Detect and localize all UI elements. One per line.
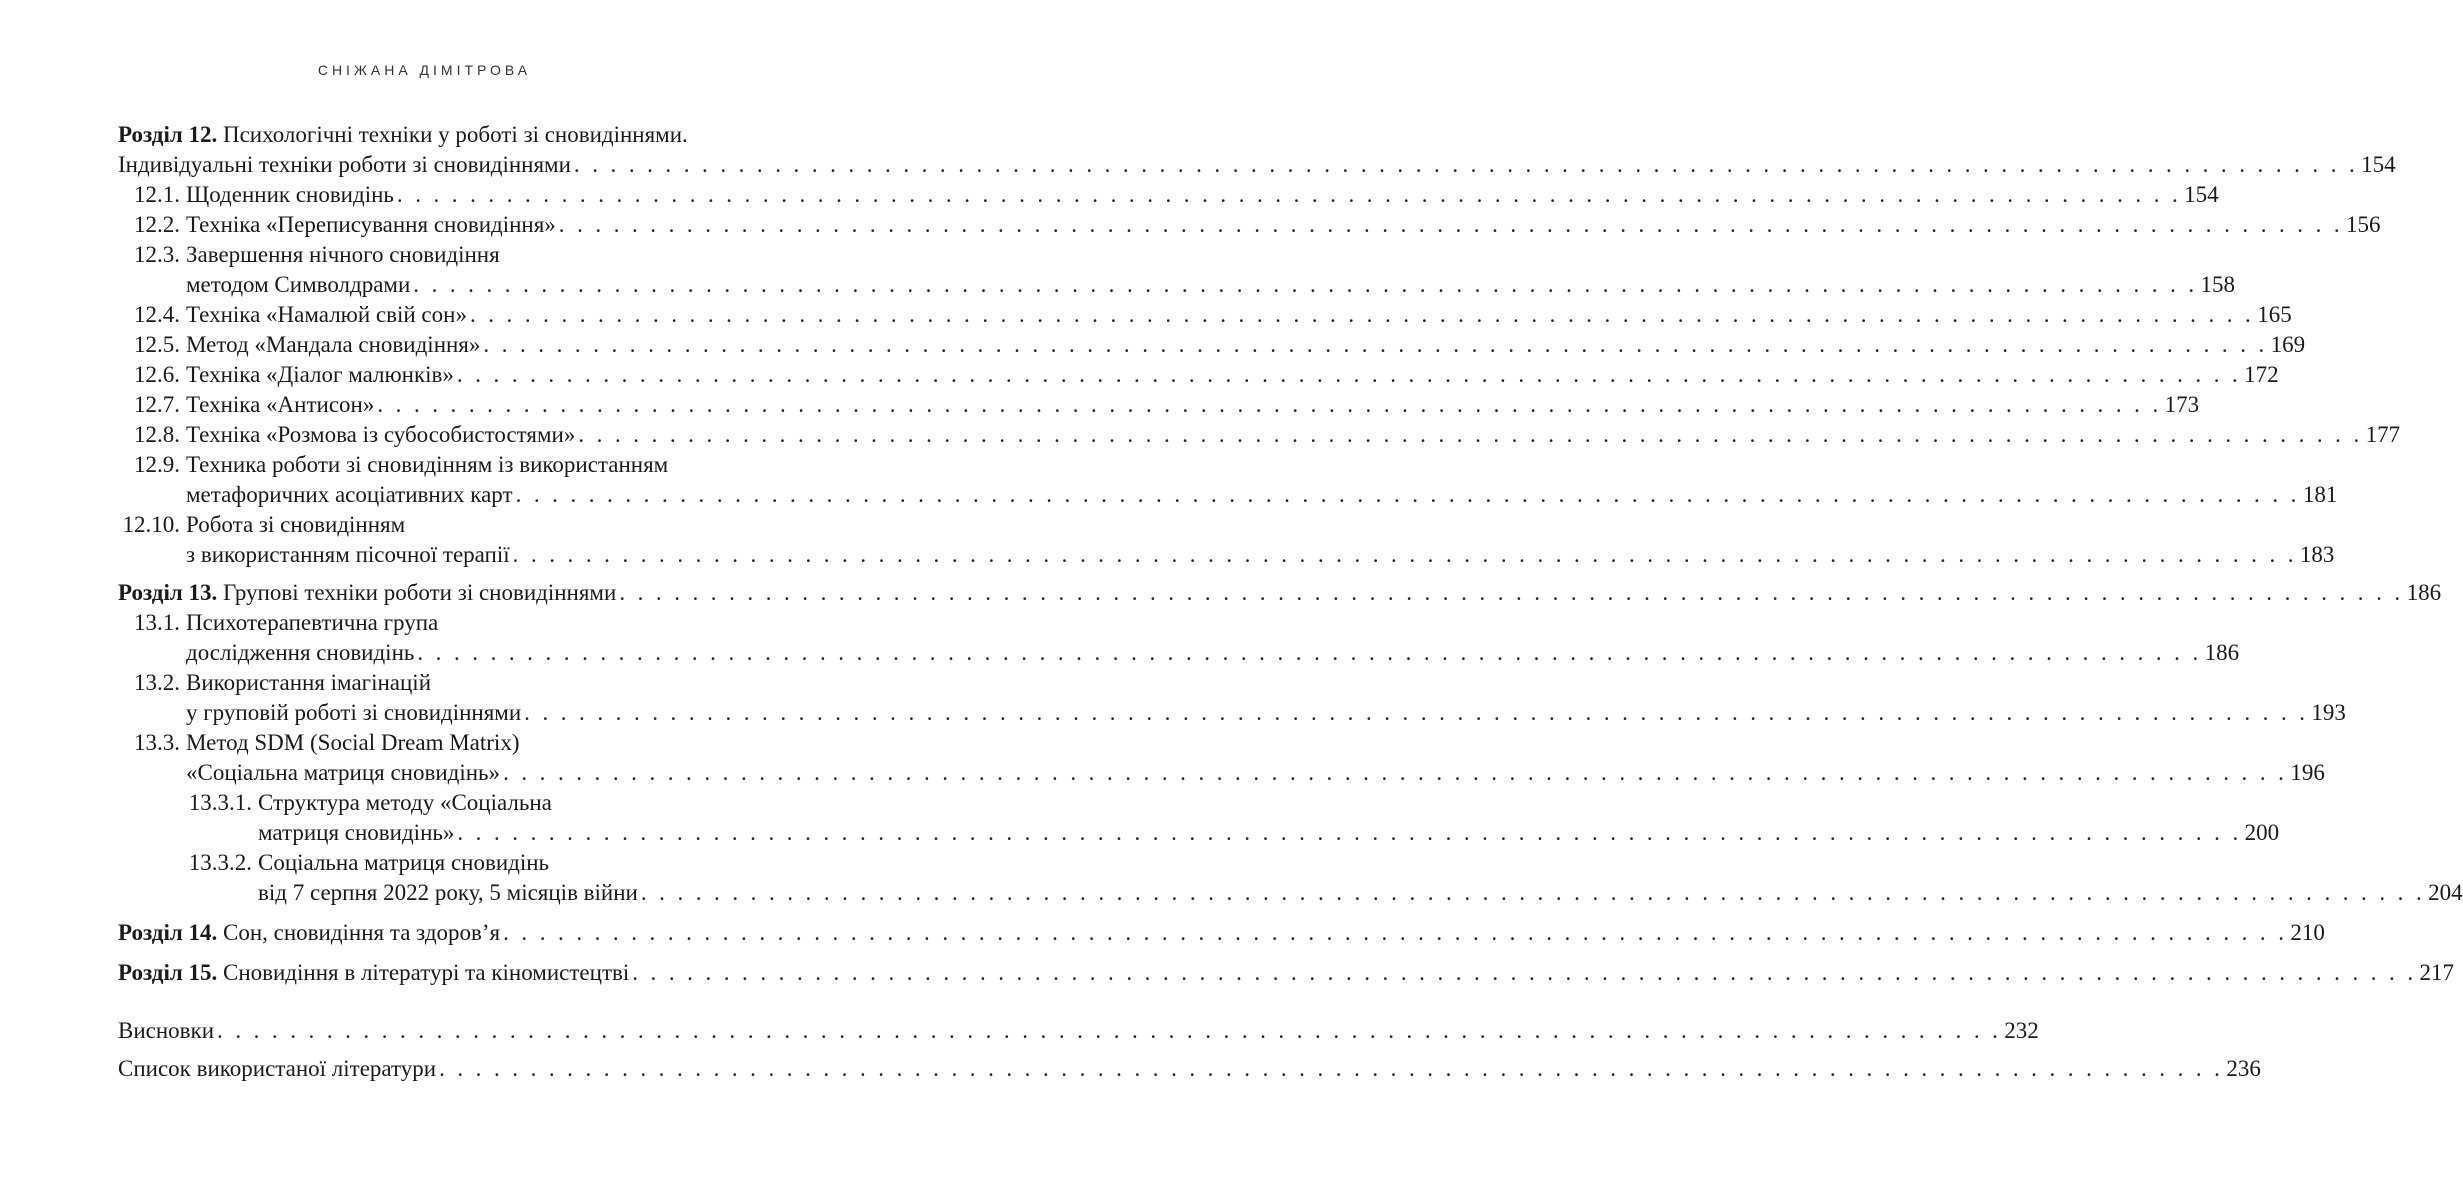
page-number: 183 [2299, 542, 2335, 567]
entry-number: 12.4. [134, 302, 180, 327]
entry-title-cont: метафоричних асоціативних карт [186, 482, 513, 507]
entry-title: Завершення нічного сновидіння [186, 242, 500, 267]
toc-entry-13-3-line1 [118, 728, 762, 758]
entry-title: Структура методу «Соціальна [258, 790, 552, 815]
leader-dots: . . . . . . . . . . . . . . . . . . . . . . . . . . . . . . . . . . . . . . . . . . . . . . . . . . . . . . . . . . . . . . . . . . . . . . . . . . . . . . . . . . . . . . . . . . . . . . . . . . [573, 152, 2359, 177]
leader-dots: . . . . . . . . . . . . . . . . . . . . . . . . . . . . . . . . . . . . . . . . . . . . . . . . . . . . . . . . . . . . . . . . . . . . . . . . . . . . . . . . . . . . . . . . . . . . . . . . . . [503, 760, 2288, 785]
section-label: Розділ 12. [118, 122, 218, 147]
leader-dots: . . . . . . . . . . . . . . . . . . . . . . . . . . . . . . . . . . . . . . . . . . . . . . . . . . . . . . . . . . . . . . . . . . . . . . . . . . . . . . . . . . . . . . . . . . . . . . . . . . [457, 820, 2242, 845]
section-title-cont: Індивідуальні техніки роботи зі сновидіннями [118, 152, 571, 177]
page-number: 196 [2290, 760, 2325, 785]
toc-entry-13-2-line1 [118, 668, 762, 698]
entry-number: 13.3.1. [188, 790, 252, 815]
toc-section-14[interactable] [118, 918, 2325, 948]
page-number: 186 [2204, 640, 2240, 665]
toc-entry-12-5[interactable] [118, 330, 2306, 360]
entry-title-cont: дослідження сновидінь [186, 640, 415, 665]
toc-entry-13-1[interactable] [118, 638, 2240, 668]
entry-title: Техніка «Антисон» [186, 392, 375, 417]
page-number: 172 [2244, 362, 2279, 387]
page-number: 154 [2184, 182, 2219, 207]
page-number: 165 [2257, 302, 2292, 327]
entry-number: 12.10. [122, 512, 180, 537]
entry-number: 12.2. [134, 212, 180, 237]
entry-title: Метод SDM (Social Dream Matrix) [186, 730, 520, 755]
entry-title-cont: від 7 серпня 2022 року, 5 місяців війни [258, 880, 638, 905]
page-number: 181 [2302, 482, 2338, 507]
entry-title: Техніка «Діалог малюнків» [186, 362, 454, 387]
entry-title: Техніка «Розмова із субособистостями» [186, 422, 576, 447]
section-label: Розділ 15. [118, 960, 218, 985]
entry-title-cont: «Соціальна матриця сновидінь» [186, 760, 501, 785]
toc-section-13[interactable] [118, 578, 2442, 608]
toc-entry-12-6[interactable] [118, 360, 2279, 390]
entry-title: Використання імагінацій [186, 670, 432, 695]
toc-entry-12-3-line1 [118, 240, 762, 270]
toc-references[interactable] [118, 1054, 2261, 1084]
section-title: Сон, сновидіння та здоров’я [217, 920, 501, 945]
entry-number: 12.3. [134, 242, 180, 267]
toc-entry-13-2[interactable] [118, 698, 2346, 728]
page-number: 217 [2419, 960, 2454, 985]
entry-title: Метод «Мандала сновидіння» [186, 332, 481, 357]
entry-title: Техніка «Намалюй свій сон» [186, 302, 467, 327]
toc-entry-12-4[interactable] [118, 300, 2292, 330]
leader-dots: . . . . . . . . . . . . . . . . . . . . . . . . . . . . . . . . . . . . . . . . . . . . . . . . . . . . . . . . . . . . . . . . . . . . . . . . . . . . . . . . . . . . . . . . . . . . . . . . . . [417, 640, 2202, 665]
running-header: СНІЖАНА ДІМІТРОВА [317, 62, 532, 78]
entry-title: Техника роботи зі сновидінням із використанням [186, 452, 669, 477]
page-number: 173 [2164, 392, 2200, 417]
page-number: 169 [2270, 332, 2306, 357]
toc-section-15[interactable] [118, 958, 2454, 988]
entry-title: Соціальна матриця сновидінь [258, 850, 550, 875]
leader-dots: . . . . . . . . . . . . . . . . . . . . . . . . . . . . . . . . . . . . . . . . . . . . . . . . . . . . . . . . . . . . . . . . . . . . . . . . . . . . . . . . . . . . . . . . . . . . . . . . . . [413, 272, 2198, 297]
entry-number: 13.3.2. [188, 850, 252, 875]
leader-dots: . . . . . . . . . . . . . . . . . . . . . . . . . . . . . . . . . . . . . . . . . . . . . . . . . . . . . . . . . . . . . . . . . . . . . . . . . . . . . . . . . . . . . . . . . . . . . . . . . . [439, 1056, 2224, 1081]
toc-entry-12-8[interactable] [118, 420, 2401, 450]
toc-entry-12-10[interactable] [118, 540, 2335, 570]
leader-dots: . . . . . . . . . . . . . . . . . . . . . . . . . . . . . . . . . . . . . . . . . . . . . . . . . . . . . . . . . . . . . . . . . . . . . . . . . . . . . . . . . . . . . . . . . . . . . . . . . . [632, 960, 2417, 985]
section-label: Розділ 14. [118, 920, 218, 945]
page-number: 177 [2365, 422, 2401, 447]
page-number: 232 [2004, 1018, 2039, 1043]
toc-entry-13-3-1-line1 [118, 788, 762, 818]
section-title: Групові техніки роботи зі сновидіннями [217, 580, 617, 605]
entry-number: 12.6. [134, 362, 180, 387]
leader-dots: . . . . . . . . . . . . . . . . . . . . . . . . . . . . . . . . . . . . . . . . . . . . . . . . . . . . . . . . . . . . . . . . . . . . . . . . . . . . . . . . . . . . . . . . . . . . . . . . . . [217, 1018, 2002, 1043]
page-number: 186 [2406, 580, 2442, 605]
leader-dots: . . . . . . . . . . . . . . . . . . . . . . . . . . . . . . . . . . . . . . . . . . . . . . . . . . . . . . . . . . . . . . . . . . . . . . . . . . . . . . . . . . . . . . . . . . . . . . . . . . [578, 422, 2363, 447]
entry-title: Робота зі сновидінням [186, 512, 406, 537]
entry-number: 12.5. [134, 332, 180, 357]
leader-dots: . . . . . . . . . . . . . . . . . . . . . . . . . . . . . . . . . . . . . . . . . . . . . . . . . . . . . . . . . . . . . . . . . . . . . . . . . . . . . . . . . . . . . . . . . . . . . . . . . . [483, 332, 2268, 357]
entry-title: Список використаної літератури [118, 1056, 437, 1081]
table-of-contents [118, 120, 2463, 1084]
leader-dots: . . . . . . . . . . . . . . . . . . . . . . . . . . . . . . . . . . . . . . . . . . . . . . . . . . . . . . . . . . . . . . . . . . . . . . . . . . . . . . . . . . . . . . . . . . . . . . . . . . [524, 700, 2309, 725]
entry-title: Техніка «Переписування сновидіння» [186, 212, 556, 237]
entry-number: 13.3. [134, 730, 180, 755]
toc-entry-13-3-1[interactable] [118, 818, 2280, 848]
page-number: 200 [2244, 820, 2280, 845]
toc-entry-12-7[interactable] [118, 390, 2200, 420]
entry-number: 12.1. [134, 182, 180, 207]
toc-entry-12-1[interactable] [118, 180, 2219, 210]
section-title: Психологічні техніки у роботі зі сновидіннями. [217, 122, 688, 147]
leader-dots: . . . . . . . . . . . . . . . . . . . . . . . . . . . . . . . . . . . . . . . . . . . . . . . . . . . . . . . . . . . . . . . . . . . . . . . . . . . . . . . . . . . . . . . . . . . . . . . . . . [515, 482, 2300, 507]
page-number: 204 [2428, 880, 2463, 905]
page-number: 154 [2361, 152, 2396, 177]
entry-title-cont: матриця сновидінь» [258, 820, 455, 845]
entry-number: 12.7. [134, 392, 180, 417]
leader-dots: . . . . . . . . . . . . . . . . . . . . . . . . . . . . . . . . . . . . . . . . . . . . . . . . . . . . . . . . . . . . . . . . . . . . . . . . . . . . . . . . . . . . . . . . . . . . . . . . . . [619, 580, 2404, 605]
entry-title: Висновки [118, 1018, 215, 1043]
toc-section-12[interactable] [118, 150, 2396, 180]
toc-entry-12-9-line1 [118, 450, 762, 480]
toc-entry-13-3-2[interactable] [118, 878, 2463, 908]
toc-conclusions[interactable] [118, 1016, 2039, 1046]
toc-entry-12-2[interactable] [118, 210, 2381, 240]
entry-title-cont: з використанням пісочної терапії [186, 542, 510, 567]
toc-entry-13-1-line1 [118, 608, 762, 638]
page-number: 158 [2200, 272, 2236, 297]
page-number: 236 [2226, 1056, 2261, 1081]
toc-entry-12-10-line1 [118, 510, 762, 540]
page-number: 193 [2311, 700, 2346, 725]
entry-title-cont: методом Символдрами [186, 272, 411, 297]
leader-dots: . . . . . . . . . . . . . . . . . . . . . . . . . . . . . . . . . . . . . . . . . . . . . . . . . . . . . . . . . . . . . . . . . . . . . . . . . . . . . . . . . . . . . . . . . . . . . . . . . . [469, 302, 2255, 327]
entry-number: 13.1. [134, 610, 180, 635]
leader-dots: . . . . . . . . . . . . . . . . . . . . . . . . . . . . . . . . . . . . . . . . . . . . . . . . . . . . . . . . . . . . . . . . . . . . . . . . . . . . . . . . . . . . . . . . . . . . . . . . . . [640, 880, 2426, 905]
leader-dots: . . . . . . . . . . . . . . . . . . . . . . . . . . . . . . . . . . . . . . . . . . . . . . . . . . . . . . . . . . . . . . . . . . . . . . . . . . . . . . . . . . . . . . . . . . . . . . . . . . [558, 212, 2344, 237]
entry-number: 13.2. [134, 670, 180, 695]
section-label: Розділ 13. [118, 580, 218, 605]
toc-entry-12-3[interactable] [118, 270, 2236, 300]
leader-dots: . . . . . . . . . . . . . . . . . . . . . . . . . . . . . . . . . . . . . . . . . . . . . . . . . . . . . . . . . . . . . . . . . . . . . . . . . . . . . . . . . . . . . . . . . . . . . . . . . . [512, 542, 2297, 567]
leader-dots: . . . . . . . . . . . . . . . . . . . . . . . . . . . . . . . . . . . . . . . . . . . . . . . . . . . . . . . . . . . . . . . . . . . . . . . . . . . . . . . . . . . . . . . . . . . . . . . . . . [503, 920, 2288, 945]
leader-dots: . . . . . . . . . . . . . . . . . . . . . . . . . . . . . . . . . . . . . . . . . . . . . . . . . . . . . . . . . . . . . . . . . . . . . . . . . . . . . . . . . . . . . . . . . . . . . . . . . . [377, 392, 2162, 417]
entry-title: Щоденник сновидінь [186, 182, 394, 207]
leader-dots: . . . . . . . . . . . . . . . . . . . . . . . . . . . . . . . . . . . . . . . . . . . . . . . . . . . . . . . . . . . . . . . . . . . . . . . . . . . . . . . . . . . . . . . . . . . . . . . . . . [456, 362, 2242, 387]
section-title: Сновидіння в літературі та кіномистецтві [217, 960, 630, 985]
page-number: 210 [2290, 920, 2325, 945]
entry-number: 12.8. [134, 422, 180, 447]
leader-dots: . . . . . . . . . . . . . . . . . . . . . . . . . . . . . . . . . . . . . . . . . . . . . . . . . . . . . . . . . . . . . . . . . . . . . . . . . . . . . . . . . . . . . . . . . . . . . . . . . . [396, 182, 2182, 207]
toc-entry-13-3-2-line1 [118, 848, 762, 878]
entry-title: Психотерапевтична група [186, 610, 439, 635]
page-number: 156 [2346, 212, 2381, 237]
toc-section-12-heading [118, 120, 762, 150]
entry-number: 12.9. [134, 452, 180, 477]
entry-title-cont: у груповій роботі зі сновидіннями [186, 700, 522, 725]
toc-entry-13-3[interactable] [118, 758, 2325, 788]
toc-entry-12-9[interactable] [118, 480, 2338, 510]
